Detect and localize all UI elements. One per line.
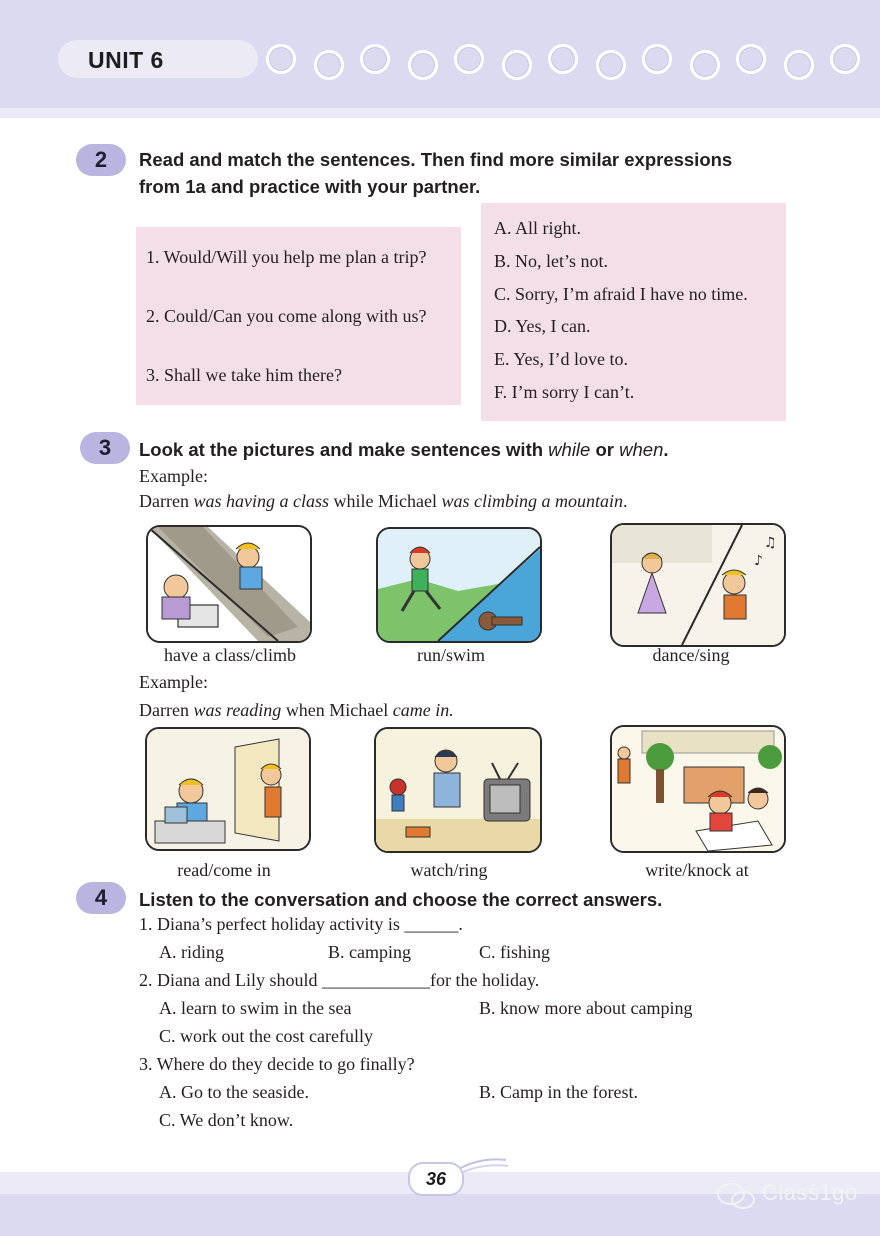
section-2-heading-line1: Read and match the sentences. Then find more similar expressions	[139, 149, 733, 170]
q3-option-b: B. Camp in the forest.	[479, 1082, 638, 1102]
section-3-heading	[139, 436, 669, 463]
example1-verb2: was climbing a mountain	[441, 491, 623, 511]
q3-text: 3. Where do they decide to go finally?	[139, 1054, 415, 1074]
caption-have-a-class-climb: have a class/climb	[164, 645, 296, 665]
picture-write-knock-at	[610, 725, 786, 853]
question-3: 3. Shall we take him there?	[146, 365, 342, 385]
caption-watch-ring: watch/ring	[410, 860, 488, 880]
answer-e: E. Yes, I’d love to.	[494, 349, 628, 369]
answer-b: B. No, let’s not.	[494, 251, 609, 271]
example1-link: while Michael	[328, 491, 442, 511]
watch-ring-illustration	[376, 729, 540, 851]
q2-text: 2. Diana and Lily should ____________for the holiday.	[139, 970, 540, 990]
ring-icon	[736, 44, 766, 74]
example2-verb1: was reading	[193, 700, 282, 720]
q2-option-a: A. learn to swim in the sea	[159, 998, 352, 1018]
ring-icon	[690, 50, 720, 80]
q2-option-c: C. work out the cost carefully	[159, 1026, 373, 1046]
q1-option-c: C. fishing	[479, 942, 551, 962]
picture-run-swim	[376, 527, 542, 643]
decorative-rings	[262, 40, 880, 80]
example1-end: .	[622, 491, 628, 511]
header-band-light	[0, 108, 880, 118]
caption-write-knock-at: write/knock at	[645, 860, 749, 880]
class-climb-illustration	[148, 527, 310, 641]
picture-watch-ring	[374, 727, 542, 853]
caption-read-come-in: read/come in	[177, 860, 271, 880]
example-sentence-1	[139, 491, 627, 512]
watermark-text: Class1go	[762, 1180, 858, 1205]
section-3-heading-dot: .	[663, 439, 669, 460]
section-2-heading-line2: from 1a and practice with your partner.	[139, 176, 481, 197]
svg-text:♪: ♪	[754, 553, 763, 569]
q1-text: 1. Diana’s perfect holiday activity is ______.	[139, 914, 463, 934]
ring-icon	[502, 50, 532, 80]
section-3-heading-text: Look at the pictures and make sentences with	[139, 439, 549, 460]
ring-icon	[454, 44, 484, 74]
example2-link: when Michael	[281, 700, 393, 720]
picture-dance-sing	[610, 523, 786, 647]
ring-icon	[408, 50, 438, 80]
answer-a: A. All right.	[494, 218, 582, 238]
example2-verb2: came in.	[392, 700, 454, 720]
caption-run-swim: run/swim	[416, 645, 485, 665]
q3-option-c: C. We don’t know.	[159, 1110, 294, 1130]
ring-icon	[360, 44, 390, 74]
svg-text:♫: ♫	[764, 535, 777, 551]
section-4-badge: 4	[76, 882, 126, 914]
answer-c: C. Sorry, I’m afraid I have no time.	[494, 284, 748, 304]
dance-sing-illustration	[612, 525, 784, 645]
caption-dance-sing: dance/sing	[652, 645, 730, 665]
section-3-badge: 3	[80, 432, 130, 464]
write-knock-at-illustration	[612, 727, 784, 851]
question-1: 1. Would/Will you help me plan a trip?	[146, 247, 427, 267]
ring-icon	[830, 44, 860, 74]
example-label-2: Example:	[139, 672, 208, 692]
example-label-1: Example:	[139, 466, 208, 486]
example1-subject: Darren	[139, 491, 194, 511]
section-3-heading-while: while	[548, 439, 591, 460]
answer-f: F. I’m sorry I can’t.	[494, 382, 635, 402]
q2-option-b: B. know more about camping	[479, 998, 693, 1018]
section-2-heading	[139, 146, 789, 200]
q1-option-a: A. riding	[159, 942, 224, 962]
section-3-heading-or: or	[590, 439, 620, 460]
ring-icon	[314, 50, 344, 80]
run-swim-illustration	[378, 529, 540, 641]
unit-title: UNIT 6	[88, 47, 164, 73]
ring-icon	[548, 44, 578, 74]
section-4-heading: Listen to the conversation and choose the correct answers.	[139, 889, 663, 910]
answer-d: D. Yes, I can.	[494, 316, 591, 336]
page-number: 36	[408, 1162, 464, 1196]
q1-option-b: B. camping	[328, 942, 411, 962]
picture-have-a-class-climb	[146, 525, 312, 643]
ring-icon	[596, 50, 626, 80]
ring-icon	[266, 44, 296, 74]
wechat-icon	[716, 1182, 756, 1210]
example1-verb1: was having a class	[193, 491, 329, 511]
question-2: 2. Could/Can you come along with us?	[146, 306, 427, 326]
section-3-heading-when: when	[619, 439, 664, 460]
q3-option-a: A. Go to the seaside.	[159, 1082, 309, 1102]
read-come-in-illustration	[147, 729, 309, 849]
ring-icon	[642, 44, 672, 74]
example2-subject: Darren	[139, 700, 194, 720]
example-sentence-2	[139, 700, 454, 721]
section-2-badge: 2	[76, 144, 126, 176]
ring-icon	[784, 50, 814, 80]
picture-read-come-in	[145, 727, 311, 851]
watermark	[762, 1180, 858, 1206]
